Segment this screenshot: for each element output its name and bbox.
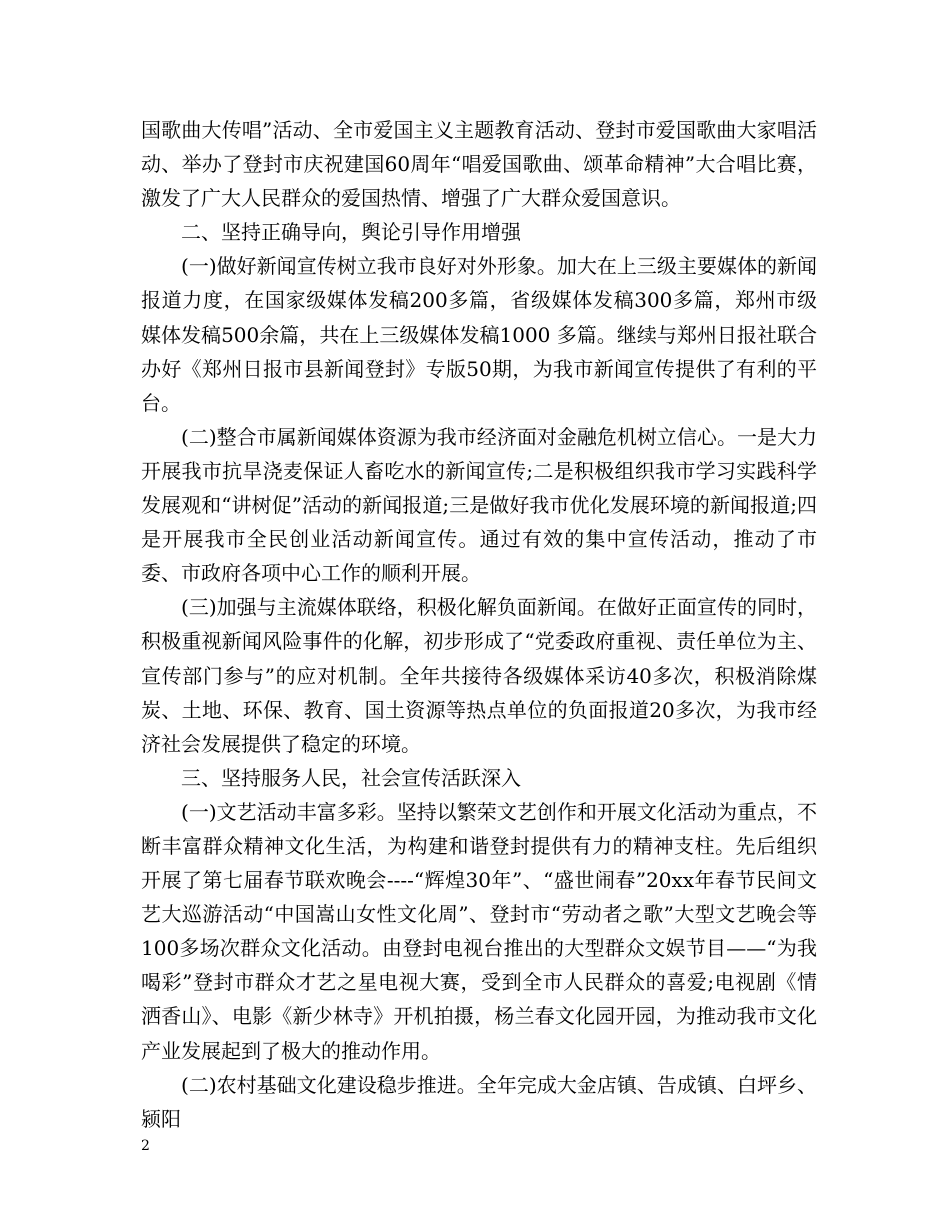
paragraph-2-1: (一)做好新闻宣传树立我市良好对外形象。加大在上三级主要媒体的新闻报道力度，在国家级媒体发稿200多篇，省级媒体发稿300多篇，郑州市级媒体发稿500余篇，共在上三级媒体发稿1000 多篇。继续与郑州日报社联合办好《郑州日报市县新闻登封》专版50期，为我市新闻宣传提供了有利的平台。 [141, 254, 817, 415]
paragraph-continuation: 国歌曲大传唱”活动、全市爱国主义主题教育活动、登封市爱国歌曲大家唱活动、举办了登封市庆祝建国60周年“唱爱国歌曲、颂革命精神”大合唱比赛，激发了广大人民群众的爱国热情、增强了广大群众爱国意识。 [141, 118, 817, 211]
paragraph-2-3: (三)加强与主流媒体联络，积极化解负面新闻。在做好正面宣传的同时，积极重视新闻风险事件的化解，初步形成了“党委政府重视、责任单位为主、宣传部门参与”的应对机制。全年共接待各级媒体采访40多次，积极消除煤炭、土地、环保、教育、国土资源等热点单位的负面报道20多次，为我市经济社会发展提供了稳定的环境。 [141, 595, 817, 756]
section-heading-3: 三、坚持服务人民，社会宣传活跃深入 [181, 765, 521, 790]
paragraph-3-2: (二)农村基础文化建设稳步推进。全年完成大金店镇、告成镇、白坪乡、颍阳 [141, 1072, 817, 1131]
document-body [141, 113, 817, 1136]
section-heading-2: 二、坚持正确导向，舆论引导作用增强 [181, 220, 521, 245]
page-number: 2 [141, 1138, 150, 1154]
paragraph-3-1: (一)文艺活动丰富多彩。坚持以繁荣文艺创作和开展文化活动为重点，不断丰富群众精神文化生活，为构建和谐登封提供有力的精神支柱。先后组织开展了第七届春节联欢晚会----“辉煌30年”、“盛世闹春”20xx年春节民间文艺大巡游活动“中国嵩山女性文化周”、登封市“劳动者之歌”大型文艺晚会等100多场次群众文化活动。由登封电视台推出的大型群众文娱节目——“为我喝彩”登封市群众才艺之星电视大赛，受到全市人民群众的喜爱;电视剧《情洒香山》、电影《新少林寺》开机拍摄，杨兰春文化园开园，为推动我市文化产业发展起到了极大的推动作用。 [141, 799, 817, 1063]
paragraph-2-2: (二)整合市属新闻媒体资源为我市经济面对金融危机树立信心。一是大力开展我市抗旱浇麦保证人畜吃水的新闻宣传;二是积极组织我市学习实践科学发展观和“讲树促”活动的新闻报道;三是做好我市优化发展环境的新闻报道;四是开展我市全民创业活动新闻宣传。通过有效的集中宣传活动，推动了市委、市政府各项中心工作的顺利开展。 [141, 424, 817, 586]
